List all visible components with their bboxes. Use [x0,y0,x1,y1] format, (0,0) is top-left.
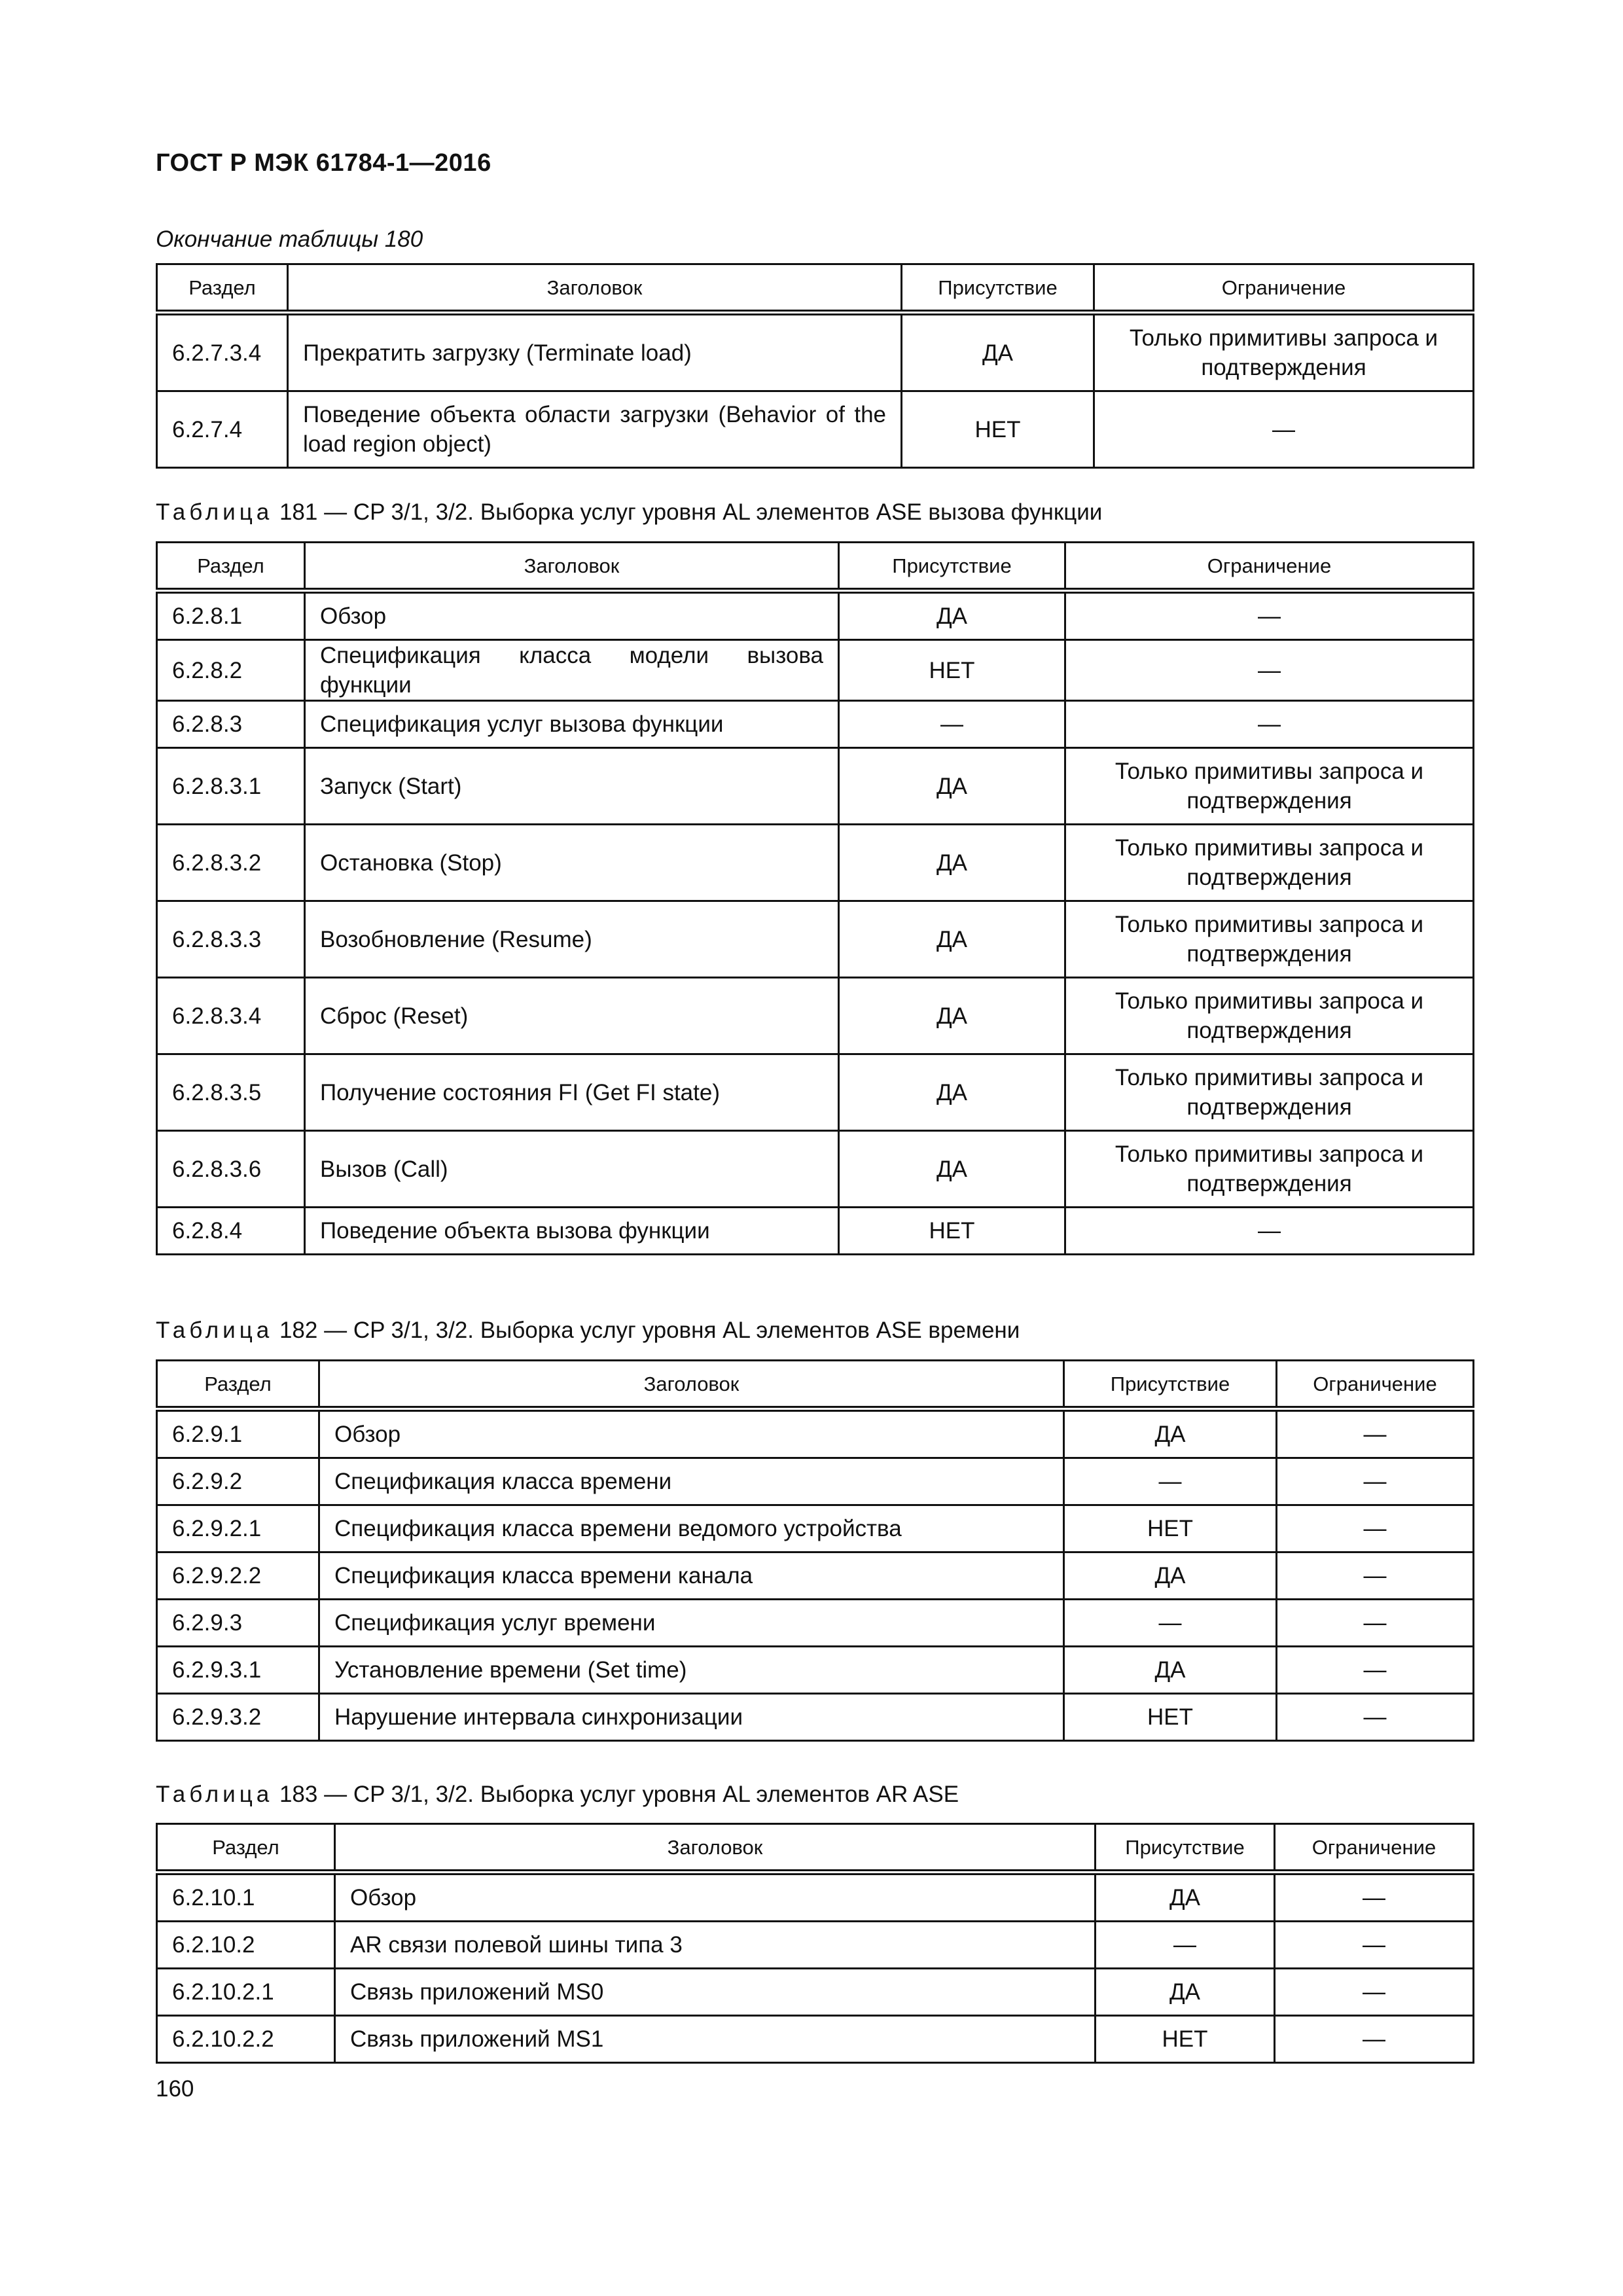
cell-constraint: — [1065,591,1474,640]
cell-constraint: — [1065,701,1474,748]
table-row [157,825,1474,901]
cell-title: Обзор [305,591,839,640]
cell-constraint: Только примитивы запроса и подтверждения [1065,978,1474,1054]
table-183-caption-text: 183 — CP 3/1, 3/2. Выборка услуг уровня AL элементов AR ASE [279,1782,959,1807]
column-header-constraint: Ограничение [1065,543,1474,591]
column-header-title: Заголовок [288,264,902,313]
column-header-presence: Присутствие [902,264,1094,313]
cell-constraint: — [1277,1505,1474,1552]
cell-constraint: Только примитивы запроса и подтверждения [1094,313,1474,391]
cell-presence: ДА [1096,1873,1275,1922]
cell-section: 6.2.9.1 [157,1409,319,1458]
table-row [157,748,1474,825]
cell-title: Связь приложений MS0 [335,1969,1096,2016]
cell-presence: ДА [902,313,1094,391]
cell-section: 6.2.7.3.4 [157,313,288,391]
cell-presence: НЕТ [839,640,1065,701]
cell-section: 6.2.8.1 [157,591,305,640]
cell-constraint: — [1065,1208,1474,1255]
cell-title: AR связи полевой шины типа 3 [335,1922,1096,1969]
table-row [157,640,1474,701]
cell-section: 6.2.8.3.2 [157,825,305,901]
cell-constraint: — [1277,1647,1474,1694]
column-header-presence: Присутствие [839,543,1065,591]
column-header-section: Раздел [157,543,305,591]
cell-section: 6.2.8.3.3 [157,901,305,978]
column-header-constraint: Ограничение [1277,1361,1474,1409]
table-row [157,1552,1474,1600]
table-row [157,1208,1474,1255]
cell-title: Поведение объекта области загрузки (Behavior of the load region object) [288,391,902,468]
cell-section: 6.2.10.2.1 [157,1969,335,2016]
cell-section: 6.2.7.4 [157,391,288,468]
table-header-row [157,1361,1474,1409]
cell-constraint: — [1277,1409,1474,1458]
table-header-row [157,264,1474,313]
table-row [157,1131,1474,1208]
table-header-row [157,1824,1474,1873]
cell-title: Спецификация услуг вызова функции [305,701,839,748]
cell-section: 6.2.8.3.1 [157,748,305,825]
cell-title: Связь приложений MS1 [335,2016,1096,2063]
cell-constraint: — [1275,1922,1474,1969]
cell-title: Спецификация класса времени ведомого устройства [319,1505,1064,1552]
cell-presence: НЕТ [1096,2016,1275,2063]
cell-constraint: — [1275,1873,1474,1922]
table-182-caption-text: 182 — CP 3/1, 3/2. Выборка услуг уровня AL элементов ASE времени [279,1318,1020,1343]
cell-section: 6.2.9.2.2 [157,1552,319,1600]
cell-section: 6.2.8.3 [157,701,305,748]
cell-section: 6.2.8.4 [157,1208,305,1255]
cell-title: Спецификация класса времени канала [319,1552,1064,1600]
cell-section: 6.2.8.2 [157,640,305,701]
cell-constraint: Только примитивы запроса и подтверждения [1065,825,1474,901]
cell-constraint: — [1277,1600,1474,1647]
column-header-presence: Присутствие [1096,1824,1275,1873]
cell-title: Остановка (Stop) [305,825,839,901]
cell-presence: ДА [1064,1409,1277,1458]
column-header-title: Заголовок [305,543,839,591]
table-header-row [157,543,1474,591]
column-header-constraint: Ограничение [1094,264,1474,313]
table-row [157,313,1474,391]
cell-presence: — [1096,1922,1275,1969]
table-row [157,391,1474,468]
cell-section: 6.2.10.2 [157,1922,335,1969]
cell-section: 6.2.9.2 [157,1458,319,1505]
cell-presence: НЕТ [1064,1694,1277,1741]
cell-presence: ДА [1096,1969,1275,2016]
column-header-section: Раздел [157,264,288,313]
column-header-title: Заголовок [319,1361,1064,1409]
column-header-section: Раздел [157,1361,319,1409]
cell-constraint: — [1277,1552,1474,1600]
cell-presence: ДА [839,901,1065,978]
cell-constraint: — [1275,1969,1474,2016]
cell-title: Прекратить загрузку (Terminate load) [288,313,902,391]
table-row [157,1600,1474,1647]
cell-title: Сброс (Reset) [305,978,839,1054]
table-182 [156,1359,1474,1742]
cell-presence: ДА [839,748,1065,825]
table-row [157,701,1474,748]
table-row [157,1969,1474,2016]
cell-title: Вызов (Call) [305,1131,839,1208]
cell-constraint: Только примитивы запроса и подтверждения [1065,1131,1474,1208]
cell-constraint: Только примитивы запроса и подтверждения [1065,1054,1474,1131]
cell-presence: НЕТ [839,1208,1065,1255]
cell-title: Получение состояния FI (Get FI state) [305,1054,839,1131]
table-182-caption [156,1318,1020,1344]
cell-title: Спецификация класса времени [319,1458,1064,1505]
cell-title: Поведение объекта вызова функции [305,1208,839,1255]
cell-presence: ДА [839,978,1065,1054]
column-header-presence: Присутствие [1064,1361,1277,1409]
table-182-caption-prefix: Таблица [156,1318,274,1343]
cell-constraint: — [1094,391,1474,468]
cell-presence: — [1064,1458,1277,1505]
cell-title: Спецификация класса модели вызова функции [305,640,839,701]
table-row [157,2016,1474,2063]
table-180-caption: Окончание таблицы 180 [156,226,423,252]
cell-title: Нарушение интервала синхронизации [319,1694,1064,1741]
cell-title: Обзор [335,1873,1096,1922]
column-header-constraint: Ограничение [1275,1824,1474,1873]
table-181 [156,541,1474,1255]
cell-presence: ДА [839,825,1065,901]
table-row [157,1873,1474,1922]
table-row [157,591,1474,640]
cell-section: 6.2.10.1 [157,1873,335,1922]
table-row [157,1647,1474,1694]
cell-section: 6.2.9.3.1 [157,1647,319,1694]
cell-constraint: — [1277,1694,1474,1741]
cell-section: 6.2.9.3.2 [157,1694,319,1741]
page-number: 160 [156,2076,194,2102]
table-183-caption [156,1782,959,1808]
table-183 [156,1823,1474,2064]
cell-presence: ДА [839,1054,1065,1131]
cell-title: Обзор [319,1409,1064,1458]
cell-section: 6.2.9.2.1 [157,1505,319,1552]
table-181-caption-prefix: Таблица [156,499,274,525]
table-row [157,1409,1474,1458]
cell-presence: — [839,701,1065,748]
cell-title: Запуск (Start) [305,748,839,825]
cell-presence: ДА [1064,1647,1277,1694]
cell-title: Установление времени (Set time) [319,1647,1064,1694]
table-181-caption [156,499,1102,526]
table-row [157,901,1474,978]
column-header-title: Заголовок [335,1824,1096,1873]
cell-presence: НЕТ [1064,1505,1277,1552]
column-header-section: Раздел [157,1824,335,1873]
table-180 [156,263,1474,469]
cell-presence: НЕТ [902,391,1094,468]
cell-constraint: — [1065,640,1474,701]
cell-constraint: Только примитивы запроса и подтверждения [1065,748,1474,825]
document-header: ГОСТ Р МЭК 61784-1—2016 [156,149,491,177]
cell-section: 6.2.8.3.5 [157,1054,305,1131]
cell-title: Спецификация услуг времени [319,1600,1064,1647]
cell-title: Возобновление (Resume) [305,901,839,978]
table-181-caption-text: 181 — CP 3/1, 3/2. Выборка услуг уровня AL элементов ASE вызова функции [279,499,1103,525]
cell-presence: — [1064,1600,1277,1647]
table-row [157,1505,1474,1552]
cell-presence: ДА [1064,1552,1277,1600]
cell-constraint: — [1275,2016,1474,2063]
cell-presence: ДА [839,591,1065,640]
cell-section: 6.2.8.3.4 [157,978,305,1054]
cell-constraint: — [1277,1458,1474,1505]
cell-section: 6.2.9.3 [157,1600,319,1647]
cell-presence: ДА [839,1131,1065,1208]
cell-section: 6.2.10.2.2 [157,2016,335,2063]
table-row [157,1458,1474,1505]
cell-section: 6.2.8.3.6 [157,1131,305,1208]
table-row [157,978,1474,1054]
table-183-caption-prefix: Таблица [156,1782,274,1807]
cell-constraint: Только примитивы запроса и подтверждения [1065,901,1474,978]
table-row [157,1922,1474,1969]
table-row [157,1694,1474,1741]
table-row [157,1054,1474,1131]
